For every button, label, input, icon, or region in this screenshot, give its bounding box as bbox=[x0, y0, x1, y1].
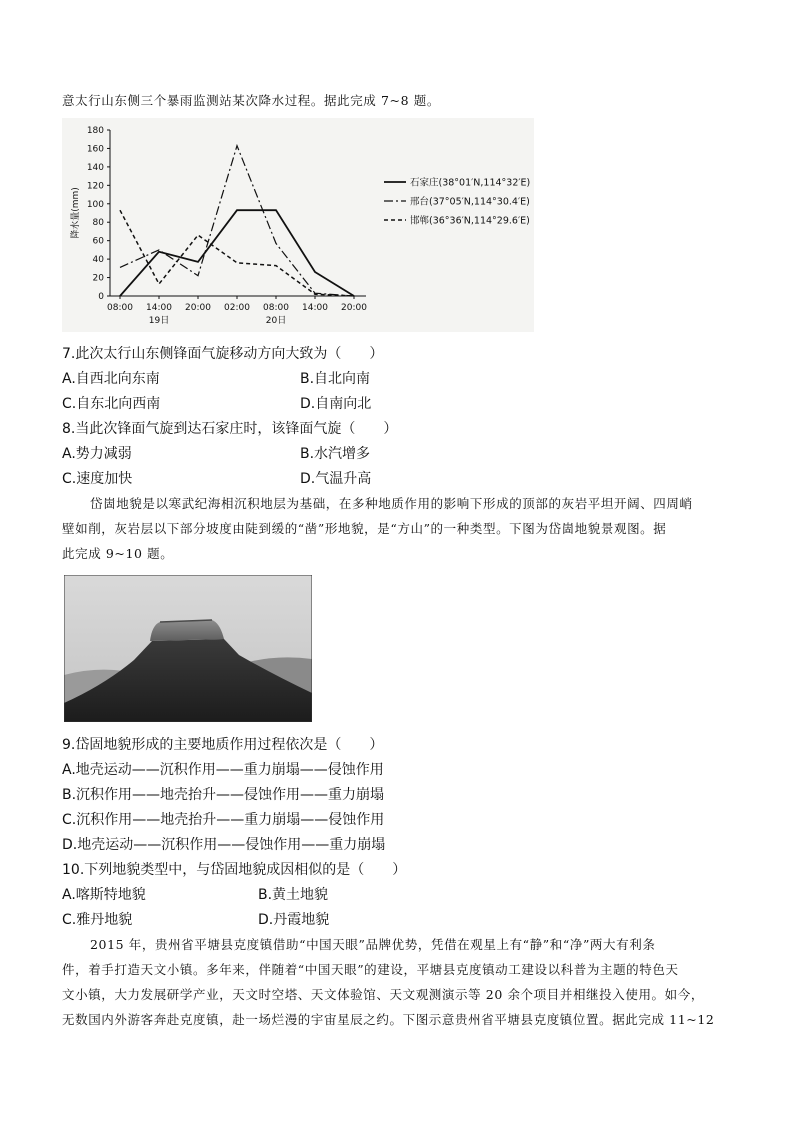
y-tick-label: 40 bbox=[92, 255, 104, 266]
legend-label-shijiazhuang: 石家庄(38°01′N,114°32′E) bbox=[410, 177, 531, 189]
x-tick-label: 02:00 bbox=[224, 303, 250, 313]
q8-option-c[interactable]: C.速度加快 bbox=[62, 471, 133, 487]
precipitation-line-chart bbox=[62, 118, 534, 332]
y-tick-label: 100 bbox=[86, 199, 104, 210]
y-axis-label: 降水量(mm) bbox=[71, 187, 81, 239]
q8-option-a[interactable]: A.势力减弱 bbox=[62, 446, 132, 462]
intro-7-8: 意太行山东侧三个暴雨监测站某次降水过程。据此完成 7~8 题。 bbox=[62, 93, 440, 108]
q9-option-d[interactable]: D.地壳运动——沉积作用——侵蚀作用——重力崩塌 bbox=[62, 837, 386, 853]
q10-option-b[interactable]: B.黄土地貌 bbox=[258, 887, 329, 903]
daigu-landform-photo bbox=[64, 575, 312, 722]
intro-9-10-line1: 岱崮地貌是以寒武纪海相沉积地层为基础，在多种地质作用的影响下形成的顶部的灰岩平坦开阔、四周峭 bbox=[90, 496, 693, 511]
day-label-20: 20日 bbox=[265, 316, 287, 326]
q9-option-c[interactable]: C.沉积作用——地壳抬升——重力崩塌——侵蚀作用 bbox=[62, 812, 385, 828]
y-tick-label: 120 bbox=[86, 181, 104, 192]
y-tick-label: 20 bbox=[92, 273, 104, 284]
q7-stem: 7.此次太行山东侧锋面气旋移动方向大致为（ ） bbox=[62, 346, 384, 362]
day-label-19: 19日 bbox=[148, 316, 170, 326]
y-tick-label: 140 bbox=[86, 162, 104, 173]
q7-option-c[interactable]: C.自东北向西南 bbox=[62, 396, 161, 412]
y-tick-label: 80 bbox=[92, 218, 104, 229]
q7-option-b[interactable]: B.自北向南 bbox=[300, 371, 371, 387]
x-tick-label: 08:00 bbox=[263, 303, 289, 313]
q10-stem: 10.下列地貌类型中，与岱固地貌成因相似的是（ ） bbox=[62, 862, 407, 878]
q9-option-a[interactable]: A.地壳运动——沉积作用——重力崩塌——侵蚀作用 bbox=[62, 762, 384, 778]
intro-11-12-line1: 2015 年，贵州省平塘县克度镇借助“中国天眼”品牌优势，凭借在观星上有“静”和“净”两大有利条 bbox=[90, 937, 656, 952]
x-tick-label: 20:00 bbox=[341, 303, 367, 313]
q7-option-a[interactable]: A.自西北向东南 bbox=[62, 371, 160, 387]
x-tick-label: 08:00 bbox=[107, 303, 133, 313]
y-tick-label: 160 bbox=[86, 144, 104, 155]
x-tick-label: 14:00 bbox=[302, 303, 328, 313]
intro-11-12-line4: 无数国内外游客奔赴克度镇，赴一场烂漫的宇宙星辰之约。下图示意贵州省平塘县克度镇位置。据此完成 11~12 bbox=[62, 1012, 715, 1027]
intro-9-10-line2: 壁如削，灰岩层以下部分坡度由陡到缓的“凿”形地貌，是“方山”的一种类型。下图为岱崮地貌景观图。据 bbox=[62, 521, 667, 536]
x-tick-label: 14:00 bbox=[146, 303, 172, 313]
q10-option-d[interactable]: D.丹霞地貌 bbox=[258, 912, 330, 928]
q8-option-b[interactable]: B.水汽增多 bbox=[300, 446, 371, 462]
q8-stem: 8.当此次锋面气旋到达石家庄时，该锋面气旋（ ） bbox=[62, 421, 398, 437]
q9-option-b[interactable]: B.沉积作用——地壳抬升——侵蚀作用——重力崩塌 bbox=[62, 787, 385, 803]
q9-stem: 9.岱固地貌形成的主要地质作用过程依次是（ ） bbox=[62, 737, 384, 753]
x-tick-label: 20:00 bbox=[185, 303, 211, 313]
legend-label-handan: 邯郸(36°36′N,114°29.6′E) bbox=[410, 215, 530, 227]
legend-label-xingtai: 邢台(37°05′N,114°30.4′E) bbox=[410, 196, 530, 208]
q10-option-c[interactable]: C.雅丹地貌 bbox=[62, 912, 133, 928]
intro-11-12-line3: 文小镇，大力发展研学产业，天文时空塔、天文体验馆、天文观测演示等 20 余个项目并相继投入使用。如今， bbox=[62, 987, 704, 1002]
y-tick-label: 60 bbox=[92, 236, 104, 247]
y-tick-label: 0 bbox=[98, 292, 104, 302]
y-tick-label: 180 bbox=[86, 126, 104, 136]
q8-option-d[interactable]: D.气温升高 bbox=[300, 471, 372, 487]
q7-option-d[interactable]: D.自南向北 bbox=[300, 396, 372, 412]
intro-11-12-line2: 件，着手打造天文小镇。多年来，伴随着“中国天眼”的建设，平塘县克度镇动工建设以科普为主题的特色天 bbox=[62, 962, 679, 977]
intro-9-10-line3: 此完成 9~10 题。 bbox=[62, 546, 174, 561]
q10-option-a[interactable]: A.喀斯特地貌 bbox=[62, 887, 146, 903]
